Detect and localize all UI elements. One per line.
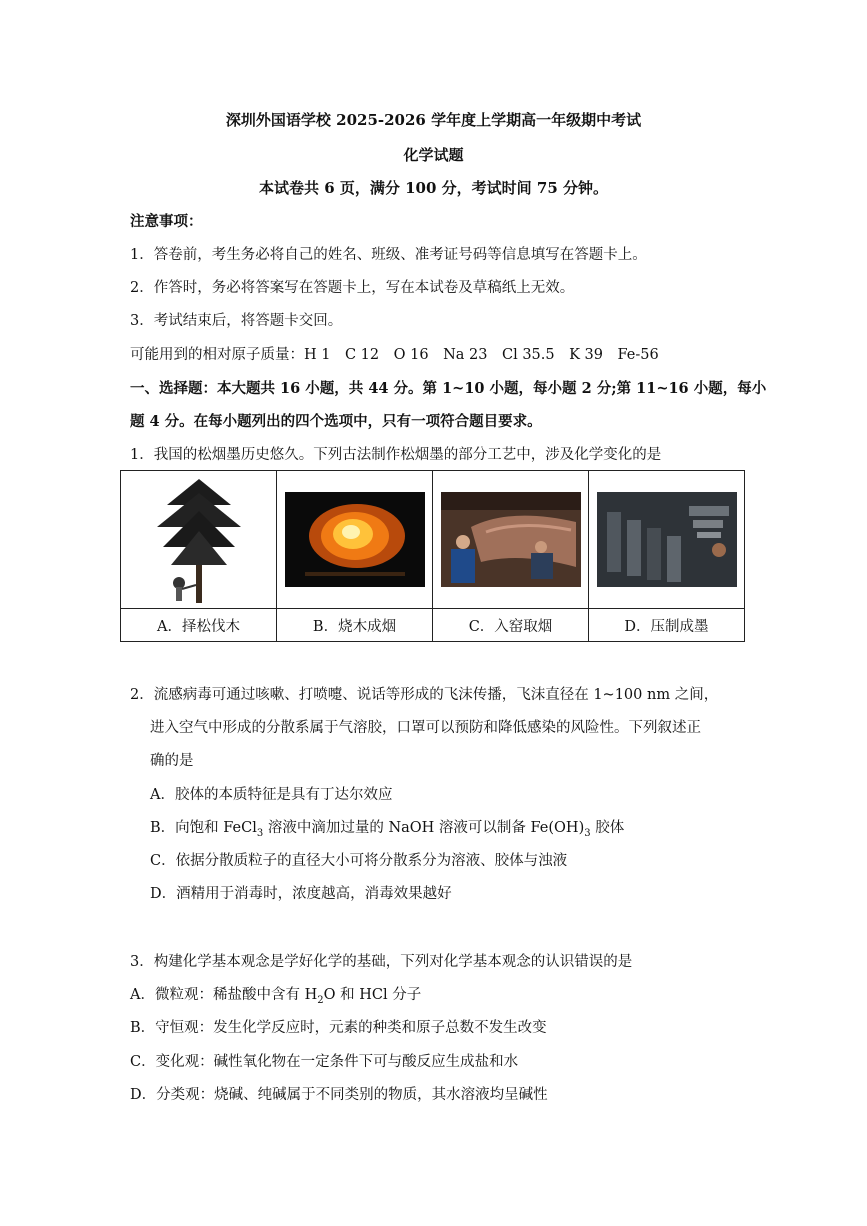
- kiln-workers-image: [441, 492, 581, 587]
- section-heading-line1: 一、选择题：本大题共 16 小题，共 44 分。第 1~10 小题，每小题 2 分;第 11~16 小题，每小: [130, 380, 767, 397]
- option-b-caption: B．烧木成烟: [277, 609, 433, 642]
- question-3-option-b: B．守恒观：发生化学反应时，元素的种类和原子总数不发生改变: [130, 1020, 547, 1036]
- atomic-masses: 可能用到的相对原子质量：H 1 C 12 O 16 Na 23 Cl 35.5 K 39 Fe-56: [130, 347, 659, 363]
- note-item: 2．作答时，务必将答案写在答题卡上，写在本试卷及草稿纸上无效。: [130, 280, 575, 296]
- option-a-caption: A．择松伐木: [121, 609, 277, 642]
- question-1-options-table: [120, 470, 745, 642]
- question-2-option-d: D．酒精用于消毒时，浓度越高，消毒效果越好: [150, 886, 452, 902]
- question-3-option-a: A．微粒观：稀盐酸中含有 $H_2O$ 和 HCl 分子: [130, 987, 422, 1006]
- notes-heading: 注意事项：: [130, 213, 203, 230]
- subject-title: 化学试题: [403, 146, 464, 164]
- question-2-option-c: C．依据分散质粒子的直径大小可将分散系分为溶液、胶体与浊液: [150, 853, 568, 869]
- question-2-option-a: A．胶体的本质特征是具有丁达尔效应: [150, 787, 393, 803]
- exam-info: 本试卷共 6 页，满分 100 分，考试时间 75 分钟。: [259, 179, 608, 197]
- option-c-caption: C．入窑取烟: [433, 609, 589, 642]
- question-1-stem: 1．我国的松烟墨历史悠久。下列古法制作松烟墨的部分工艺中，涉及化学变化的是: [130, 447, 662, 463]
- question-2-stem-line2: 进入空气中形成的分散系属于气溶胶，口罩可以预防和降低感染的风险性。下列叙述正: [150, 720, 701, 736]
- option-b-image-cell: [277, 471, 433, 609]
- question-2-stem-line3: 确的是: [150, 753, 194, 769]
- section-heading-line2: 题 4 分。在每小题列出的四个选项中，只有一项符合题目要求。: [130, 413, 542, 430]
- question-2-option-b: B．向饱和 FeCl$_3$ 溶液中滴加过量的 NaOH 溶液可以制备 $Fe(OH)_3$ 胶体: [150, 820, 625, 839]
- option-d-image-cell: [589, 471, 745, 609]
- note-item: 3．考试结束后，将答题卡交回。: [130, 313, 343, 329]
- option-a-image-cell: [121, 471, 277, 609]
- question-2-stem-line1: 2．流感病毒可通过咳嗽、打喷嚏、说话等形成的飞沫传播，飞沫直径在 1~100 nm 之间，: [130, 687, 719, 703]
- note-item: 1．答卷前，考生务必将自己的姓名、班级、准考证号码等信息填写在答题卡上。: [130, 247, 647, 263]
- option-d-caption: D．压制成墨: [589, 609, 745, 642]
- burning-wood-image: [285, 492, 425, 587]
- pine-tree-image: [149, 475, 249, 605]
- question-3-stem: 3．构建化学基本观念是学好化学的基础，下列对化学基本观念的认识错误的是: [130, 954, 633, 970]
- question-3-option-d: D．分类观：烧碱、纯碱属于不同类别的物质，其水溶液均呈碱性: [130, 1087, 548, 1103]
- exam-title: 深圳外国语学校 2025-2026 学年度上学期高一年级期中考试: [225, 111, 642, 129]
- ink-pressing-image: [597, 492, 737, 587]
- option-c-image-cell: [433, 471, 589, 609]
- question-3-option-c: C．变化观：碱性氧化物在一定条件下可与酸反应生成盐和水: [130, 1054, 519, 1070]
